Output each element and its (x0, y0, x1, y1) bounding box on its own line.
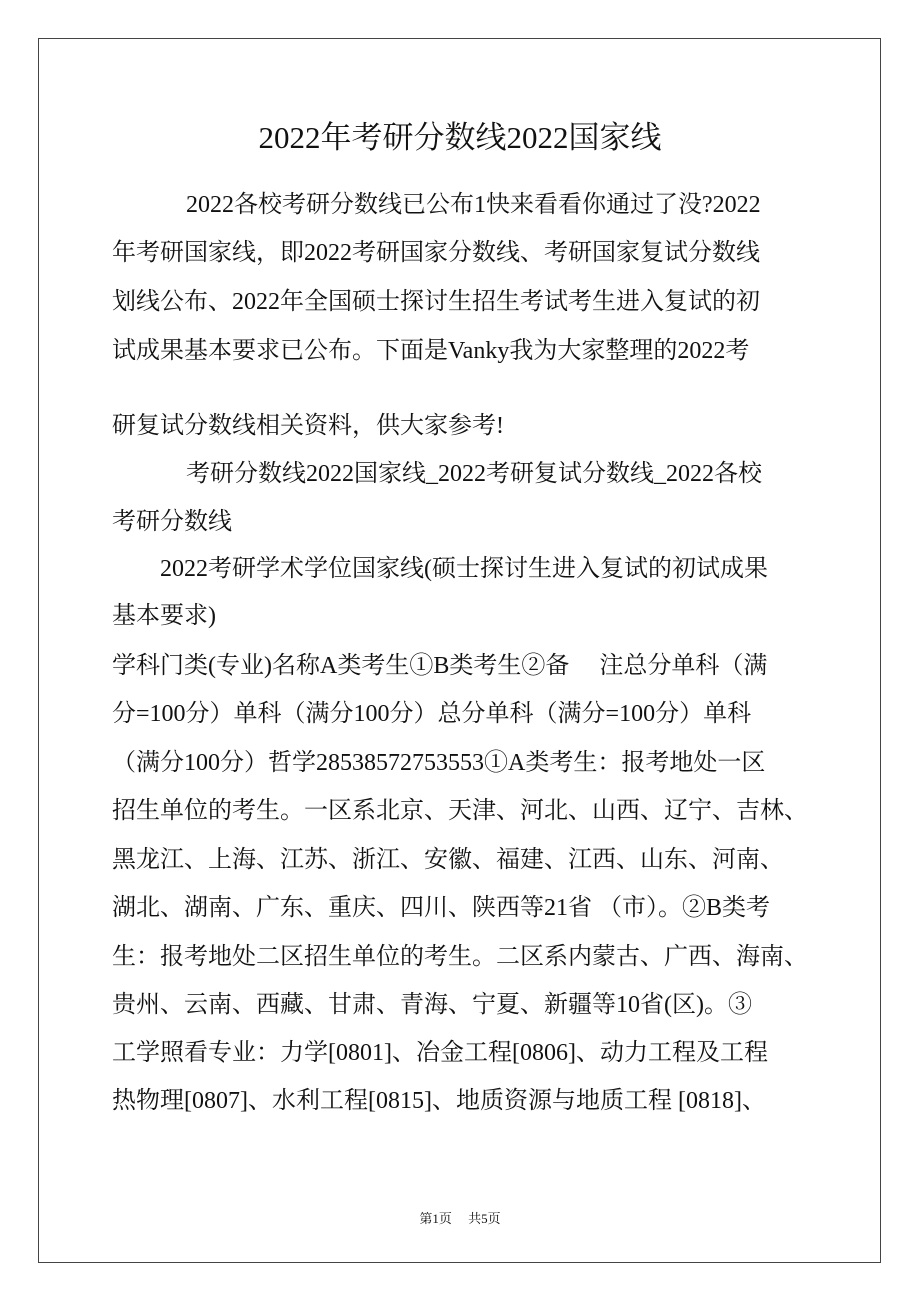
paragraph-line: 考研分数线2022国家线_2022考研复试分数线_2022各校 (186, 461, 762, 487)
paragraph-line: 学科门类(专业)名称A类考生①B类考生②备 注总分单科（满 (112, 653, 768, 679)
paragraph-line: （满分100分）哲学28538572753553①A类考生：报考地处一区 (112, 750, 766, 776)
paragraph-line: 试成果基本要求已公布。下面是Vanky我为大家整理的2022考 (112, 338, 750, 364)
paragraph-line: 工学照看专业：力学[0801]、冶金工程[0806]、动力工程及工程 (112, 1040, 768, 1066)
paragraph-line: 2022各校考研分数线已公布1快来看看你通过了没?2022 (186, 192, 761, 218)
paragraph-line: 贵州、云南、西藏、甘肃、青海、宁夏、新疆等10省(区)。③ (112, 992, 752, 1018)
paragraph-line: 考研分数线 (112, 509, 232, 535)
paragraph-line: 生：报考地处二区招生单位的考生。二区系内蒙古、广西、海南、 (112, 944, 808, 970)
paragraph-line: 基本要求) (112, 603, 216, 629)
paragraph-line: 划线公布、2022年全国硕士探讨生招生考试考生进入复试的初 (112, 289, 760, 315)
paragraph-line: 分=100分）单科（满分100分）总分单科（满分=100分）单科 (112, 701, 752, 727)
paragraph-line: 热物理[0807]、水利工程[0815]、地质资源与地质工程 [0818]、 (112, 1088, 766, 1114)
paragraph-line: 年考研国家线，即2022考研国家分数线、考研国家复试分数线 (112, 240, 760, 266)
paragraph-line: 黑龙江、上海、江苏、浙江、安徽、福建、江西、山东、河南、 (112, 847, 784, 873)
paragraph-line: 招生单位的考生。一区系北京、天津、河北、山西、辽宁、吉林、 (112, 798, 808, 824)
paragraph-line: 研复试分数线相关资料，供大家参考! (112, 413, 504, 439)
document-title: 2022年考研分数线2022国家线 (258, 120, 662, 155)
page-footer: 第1页 共5页 (419, 1211, 501, 1226)
paragraph-line: 湖北、湖南、广东、重庆、四川、陕西等21省 （市）。②B类考 (112, 895, 771, 921)
paragraph-line: 2022考研学术学位国家线(硕士探讨生进入复试的初试成果 (160, 556, 768, 582)
